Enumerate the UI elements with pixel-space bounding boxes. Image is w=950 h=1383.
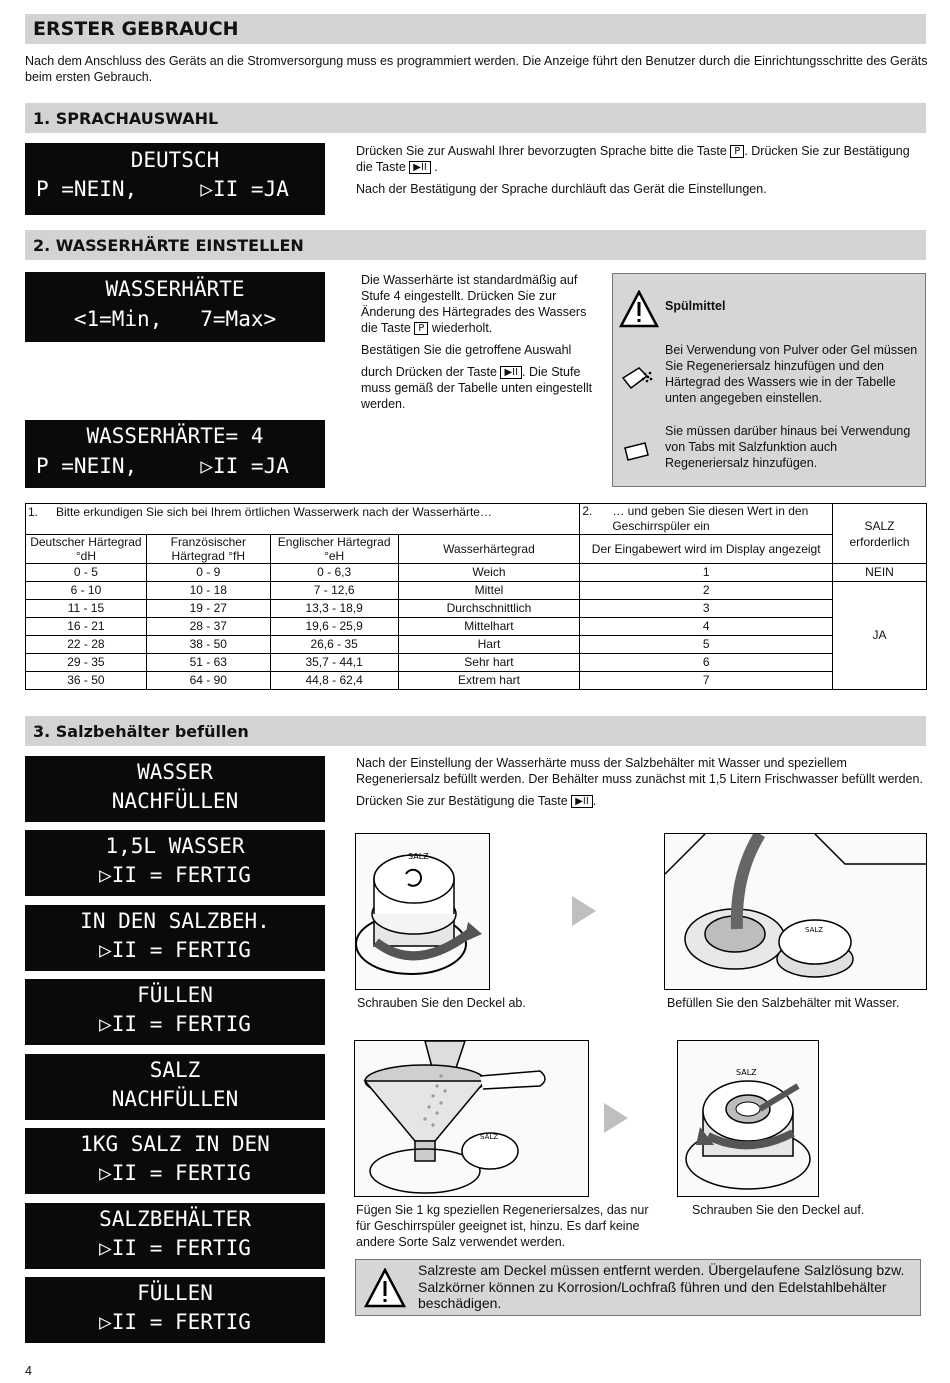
table-cell: 7 <box>580 672 833 690</box>
section-2-paragraph-2: Bestätigen Sie die getroffene Auswahl <box>361 343 572 357</box>
table-cell: Durchschnittlich <box>398 600 580 618</box>
text-span: durch Drücken der Taste <box>361 365 497 379</box>
table-cell: 22 - 28 <box>26 636 147 654</box>
lcd-line: WASSERHÄRTE <box>105 277 245 301</box>
table-cell: 1 <box>580 564 833 582</box>
table-cell: 44,8 - 62,4 <box>270 672 398 690</box>
table-cell: 11 - 15 <box>26 600 147 618</box>
col-header: Deutscher Härtegrad °dH <box>26 535 147 564</box>
lcd-line: WASSERHÄRTE= 4 <box>86 424 264 448</box>
table-header-step-2 <box>580 504 833 535</box>
lcd-line: NACHFÜLLEN <box>111 1087 239 1111</box>
lcd-line: IN DEN SALZBEH. <box>80 909 270 933</box>
lcd-line: DEUTSCH <box>130 148 220 172</box>
table-cell: 4 <box>580 618 833 636</box>
table-cell: 5 <box>580 636 833 654</box>
table-cell: 6 - 10 <box>26 582 147 600</box>
section-3-paragraph-2 <box>356 793 928 809</box>
salt-funnel-illustration <box>355 1041 589 1197</box>
table-row <box>26 672 927 690</box>
caption-unscrew: Schrauben Sie den Deckel ab. <box>357 996 526 1010</box>
play-pause-key-icon: ▶II <box>571 795 593 808</box>
lcd-line: SALZ <box>149 1058 201 1082</box>
lcd-language <box>25 143 325 215</box>
table-cell: 0 - 6,3 <box>270 564 398 582</box>
table-cell: 7 - 12,6 <box>270 582 398 600</box>
text-span: . <box>434 160 438 174</box>
water-fill-illustration <box>665 834 927 990</box>
table-cell: 29 - 35 <box>26 654 147 672</box>
lcd-line: NACHFÜLLEN <box>111 789 239 813</box>
section-1-paragraph-2: Nach der Bestätigung der Sprache durchläuft das Gerät die Einstellungen. <box>356 182 767 196</box>
step-text: Bitte erkundigen Sie sich bei Ihrem örtlichen Wasserwerk nach der Wasserhärte… <box>56 505 492 519</box>
salt-warning-text: Salzreste am Deckel müssen entfernt werden. Übergelaufene Salzlösung bzw. Salzkörner können zu Korrosion/Lochfraß führen und den Edelstahlbehälter beschädigen. <box>418 1262 905 1311</box>
lcd-step <box>25 756 325 822</box>
lcd-line: FÜLLEN <box>137 983 213 1007</box>
table-column-row <box>26 535 927 564</box>
table-cell: 19,6 - 25,9 <box>270 618 398 636</box>
note-text-2: Sie müssen darüber hinaus bei Verwendung von Tabs mit Salzfunktion auch Regeneriersalz hinzufügen. <box>665 424 911 470</box>
salz-nein-cell: NEIN <box>833 564 927 582</box>
lcd-step <box>25 979 325 1045</box>
page-number: 4 <box>25 1364 32 1378</box>
cap-label: SALZ <box>736 1068 757 1077</box>
table-cell: Hart <box>398 636 580 654</box>
table-cell: 16 - 21 <box>26 618 147 636</box>
section-2-paragraph-3 <box>361 364 603 412</box>
table-cell: 26,6 - 35 <box>270 636 398 654</box>
note-text-1: Bei Verwendung von Pulver oder Gel müssen Sie Regeneriersalz hinzufügen und den Härtegrad des Wassers wie in der Tabelle unten angegeben einstellen. <box>665 343 918 405</box>
water-hardness-table <box>25 503 927 690</box>
lcd-line: ▷II = FERTIG <box>99 938 251 962</box>
lcd-line: ▷II = FERTIG <box>99 1236 251 1260</box>
caption-add-salt: Fügen Sie 1 kg speziellen Regeneriersalzes, das nur für Geschirrspüler geeignet ist, hinzu. Es darf keine andere Sorte Salz verwendet werden. <box>356 1203 649 1249</box>
text-span: Drücken Sie zur Auswahl Ihrer bevorzugten Sprache bitte die Taste <box>356 144 727 158</box>
section-2-header <box>25 230 926 260</box>
table-row <box>26 600 927 618</box>
table-cell: Weich <box>398 564 580 582</box>
tablet-icon <box>623 440 651 464</box>
section-1-paragraph <box>356 143 926 175</box>
text-span: . <box>592 794 597 808</box>
table-header-row <box>26 504 927 535</box>
next-step-arrow-icon <box>572 896 596 926</box>
lcd-line: WASSER <box>137 760 213 784</box>
text-span: wiederholt. <box>431 321 493 335</box>
lcd-line: ▷II = FERTIG <box>99 1310 251 1334</box>
lcd-line: P =NEIN, ▷II =JA <box>36 177 289 201</box>
table-cell: 0 - 9 <box>146 564 270 582</box>
col-header: Der Eingabewert wird im Display angezeigt <box>580 535 833 564</box>
lcd-step <box>25 1128 325 1194</box>
play-pause-key-icon: ▶II <box>500 366 522 379</box>
table-cell: 3 <box>580 600 833 618</box>
page-title-text: ERSTER GEBRAUCH <box>33 18 239 40</box>
table-cell: 10 - 18 <box>146 582 270 600</box>
warning-triangle-icon <box>364 1268 406 1308</box>
cap-label: SALZ <box>805 926 824 934</box>
play-pause-key-icon: ▶II <box>409 161 431 174</box>
section-3-text <box>356 755 928 815</box>
lcd-water-hardness <box>25 272 325 342</box>
table-row <box>26 582 927 600</box>
table-cell: 64 - 90 <box>146 672 270 690</box>
table-cell: Mittelhart <box>398 618 580 636</box>
table-cell: 28 - 37 <box>146 618 270 636</box>
salt-cap-close-illustration <box>678 1041 819 1197</box>
next-step-arrow-icon <box>604 1103 628 1133</box>
illustration-unscrew-cap <box>355 833 490 990</box>
section-1-title: 1. SPRACHAUSWAHL <box>33 108 219 128</box>
salz-header: SALZ erforderlich <box>833 504 927 564</box>
text-span: Die Wasserhärte ist standardmäßig auf Stufe 4 eingestellt. Drücken Sie zur Änderung des Härtegrades des Wassers die Taste <box>361 273 587 335</box>
note-title: Spülmittel <box>665 299 726 313</box>
table-row <box>26 564 927 582</box>
powder-detergent-icon <box>621 362 657 394</box>
table-cell: Sehr hart <box>398 654 580 672</box>
salt-warning-box <box>355 1259 921 1316</box>
step-number: 2. <box>582 504 593 518</box>
lcd-step <box>25 905 325 971</box>
section-3-title: 3. Salzbehälter befüllen <box>33 721 249 741</box>
table-row <box>26 636 927 654</box>
col-header: Wasserhärtegrad <box>398 535 580 564</box>
detergent-note-box <box>612 273 926 487</box>
lcd-line: P =NEIN, ▷II =JA <box>36 454 289 478</box>
p-key-icon: P <box>730 145 744 158</box>
table-cell: 13,3 - 18,9 <box>270 600 398 618</box>
section-2-title: 2. WASSERHÄRTE EINSTELLEN <box>33 235 304 255</box>
table-cell: 0 - 5 <box>26 564 147 582</box>
illustration-fill-water <box>664 833 927 990</box>
table-cell: Mittel <box>398 582 580 600</box>
table-cell: 38 - 50 <box>146 636 270 654</box>
illustration-add-salt <box>354 1040 589 1197</box>
text-span: . Die Stufe muss gemäß der Tabelle unten eingestellt werden. <box>361 365 593 411</box>
section-3-paragraph: Nach der Einstellung der Wasserhärte muss der Salzbehälter mit Wasser und speziellem Regeneriersalz befüllt werden. Der Behälter muss zunächst mit 1,5 Litern Frischwasser befüllt werden. <box>356 756 923 786</box>
cap-label: SALZ <box>408 852 429 861</box>
col-header: Englischer Härtegrad °eH <box>270 535 398 564</box>
table-cell: 2 <box>580 582 833 600</box>
lcd-step <box>25 1054 325 1120</box>
caption-fill-water: Befüllen Sie den Salzbehälter mit Wasser. <box>667 996 900 1010</box>
step-number: 1. <box>28 505 39 519</box>
caption-screw-cap: Schrauben Sie den Deckel auf. <box>692 1203 865 1217</box>
intro-text: Nach dem Anschluss des Geräts an die Stromversorgung muss es programmiert werden. Die Anzeige führt den Benutzer durch die Einrichtungsschritte des Geräts beim ersten Gebrauch. <box>25 54 928 84</box>
col-header: Französischer Härtegrad °fH <box>146 535 270 564</box>
lcd-step <box>25 1203 325 1269</box>
text-span: Drücken Sie zur Bestätigung die Taste <box>356 794 568 808</box>
table-cell: 51 - 63 <box>146 654 270 672</box>
section-1-header <box>25 103 926 133</box>
table-cell: Extrem hart <box>398 672 580 690</box>
section-3-header <box>25 716 926 746</box>
lcd-line: ▷II = FERTIG <box>99 1161 251 1185</box>
lcd-water-hardness-value <box>25 420 325 488</box>
cap-label: SALZ <box>480 1133 499 1141</box>
lcd-line: ▷II = FERTIG <box>99 1012 251 1036</box>
table-cell: 35,7 - 44,1 <box>270 654 398 672</box>
step-text: … und geben Sie diesen Wert in den Geschirrspüler ein <box>612 504 809 533</box>
lcd-step <box>25 1277 325 1343</box>
lcd-line: 1KG SALZ IN DEN <box>80 1132 270 1156</box>
table-row <box>26 618 927 636</box>
table-header-step-1 <box>26 504 580 535</box>
lcd-line: <1=Min, 7=Max> <box>73 307 277 331</box>
section-2-text <box>361 272 603 418</box>
lcd-step <box>25 830 325 896</box>
salz-ja-cell: JA <box>833 582 927 690</box>
warning-triangle-icon <box>619 290 659 328</box>
lcd-line: ▷II = FERTIG <box>99 863 251 887</box>
section-2-paragraph <box>361 272 603 336</box>
lcd-line: FÜLLEN <box>137 1281 213 1305</box>
salt-cap-illustration <box>356 834 490 990</box>
lcd-line: SALZBEHÄLTER <box>99 1207 251 1231</box>
p-key-icon: P <box>414 322 428 335</box>
table-cell: 6 <box>580 654 833 672</box>
illustration-screw-cap <box>677 1040 819 1197</box>
text-span: . Drücken Sie zur Bestätigung die Taste <box>356 144 910 174</box>
table-row <box>26 654 927 672</box>
table-cell: 19 - 27 <box>146 600 270 618</box>
page-title <box>25 14 926 44</box>
lcd-line: 1,5L WASSER <box>105 834 245 858</box>
section-1-text <box>356 143 926 203</box>
table-cell: 36 - 50 <box>26 672 147 690</box>
